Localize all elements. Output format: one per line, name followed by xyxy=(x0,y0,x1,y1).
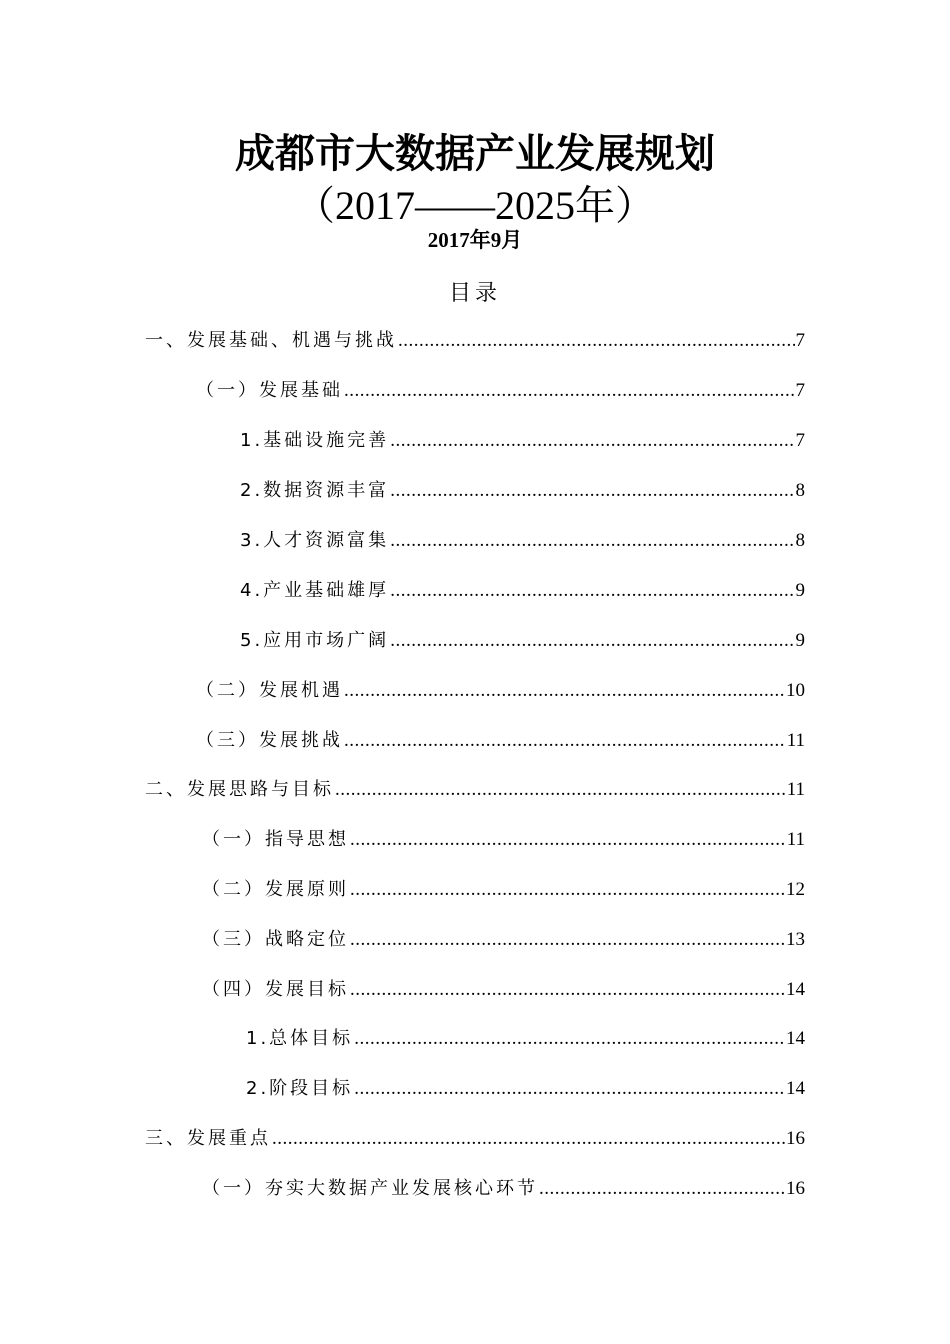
toc-entry[interactable] xyxy=(240,627,805,655)
toc-entry-label: （三）发展挑战 xyxy=(196,730,343,751)
toc-page-number: 9 xyxy=(795,630,805,651)
toc-entry-label: （一）夯实大数据产业发展核心环节 xyxy=(202,1178,538,1199)
toc-entry-label: （三）战略定位 xyxy=(202,929,349,950)
toc-entry-label: 5.应用市场广阔 xyxy=(240,630,390,651)
toc-page-number: 13 xyxy=(786,929,805,950)
document-date: 2017年9月 xyxy=(427,228,523,252)
toc-entry[interactable] xyxy=(202,976,805,1004)
toc-entry[interactable] xyxy=(240,427,805,455)
toc-leader-dots xyxy=(350,826,786,854)
toc-leader-dots xyxy=(272,1125,785,1153)
toc-entry[interactable] xyxy=(145,1125,805,1153)
toc-leader-dots xyxy=(344,677,785,705)
toc-entry[interactable] xyxy=(196,727,805,755)
toc-entry[interactable] xyxy=(196,677,805,705)
toc-leader-dots xyxy=(344,377,795,405)
toc-entry[interactable] xyxy=(145,327,805,355)
toc-page-number: 8 xyxy=(795,530,805,551)
toc-page-number: 16 xyxy=(786,1178,805,1199)
toc-entry-label: （一）发展基础 xyxy=(196,380,343,401)
toc-page-number: 11 xyxy=(786,779,805,800)
toc-leader-dots xyxy=(354,1075,785,1103)
toc-entry[interactable] xyxy=(145,776,805,804)
toc-entry-label: （二）发展机遇 xyxy=(196,680,343,701)
toc-page-number: 11 xyxy=(786,730,805,751)
toc-entry[interactable] xyxy=(240,477,805,505)
toc-entry[interactable] xyxy=(202,1175,805,1203)
toc-entry-label: 1.基础设施完善 xyxy=(240,430,390,451)
toc-entry-label: （四）发展目标 xyxy=(202,979,349,1000)
document-subtitle: （2017——2025年） xyxy=(295,183,655,228)
toc-entry[interactable] xyxy=(202,826,805,854)
toc-entry[interactable] xyxy=(246,1075,805,1103)
toc-entry[interactable] xyxy=(240,527,805,555)
toc-entry-label: 三、发展重点 xyxy=(145,1128,271,1149)
toc-entry-label: （二）发展原则 xyxy=(202,879,349,900)
toc-page-number: 7 xyxy=(795,380,805,401)
toc-page-number: 7 xyxy=(795,330,805,351)
toc-leader-dots xyxy=(350,876,785,904)
toc-page-number: 11 xyxy=(786,829,805,850)
toc-page-number: 7 xyxy=(795,430,805,451)
toc-page-number: 14 xyxy=(786,1028,805,1049)
toc-entry[interactable] xyxy=(202,876,805,904)
toc-leader-dots xyxy=(390,527,794,555)
toc-page-number: 10 xyxy=(786,680,805,701)
toc-leader-dots xyxy=(390,427,794,455)
toc-entry-label: 4.产业基础雄厚 xyxy=(240,580,390,601)
toc-entry-label: （一）指导思想 xyxy=(202,829,349,850)
toc-entry-label: 1.总体目标 xyxy=(246,1028,354,1049)
toc-heading: 目录 xyxy=(448,281,501,306)
toc-leader-dots xyxy=(344,727,786,755)
toc-leader-dots xyxy=(350,926,785,954)
toc-entry-label: 2.阶段目标 xyxy=(246,1078,354,1099)
toc-leader-dots xyxy=(354,1025,785,1053)
toc-entry-label: 3.人才资源富集 xyxy=(240,530,390,551)
toc-leader-dots xyxy=(350,976,785,1004)
toc-page-number: 16 xyxy=(786,1128,805,1149)
toc-entry-label: 2.数据资源丰富 xyxy=(240,480,390,501)
toc-entry[interactable] xyxy=(202,926,805,954)
toc-leader-dots xyxy=(539,1175,785,1203)
toc-leader-dots xyxy=(398,327,795,355)
toc-page-number: 14 xyxy=(786,979,805,1000)
toc-leader-dots xyxy=(335,776,786,804)
document-title: 成都市大数据产业发展规划 xyxy=(235,131,715,176)
toc-leader-dots xyxy=(390,577,794,605)
toc-leader-dots xyxy=(390,477,794,505)
toc-entry[interactable] xyxy=(246,1025,805,1053)
toc-entry-label: 一、发展基础、机遇与挑战 xyxy=(145,330,397,351)
toc-entry[interactable] xyxy=(240,577,805,605)
toc-page-number: 12 xyxy=(786,879,805,900)
toc-page-number: 14 xyxy=(786,1078,805,1099)
toc-page-number: 8 xyxy=(795,480,805,501)
toc-entry[interactable] xyxy=(196,377,805,405)
toc-page-number: 9 xyxy=(795,580,805,601)
toc-leader-dots xyxy=(390,627,794,655)
toc-entry-label: 二、发展思路与目标 xyxy=(145,779,334,800)
